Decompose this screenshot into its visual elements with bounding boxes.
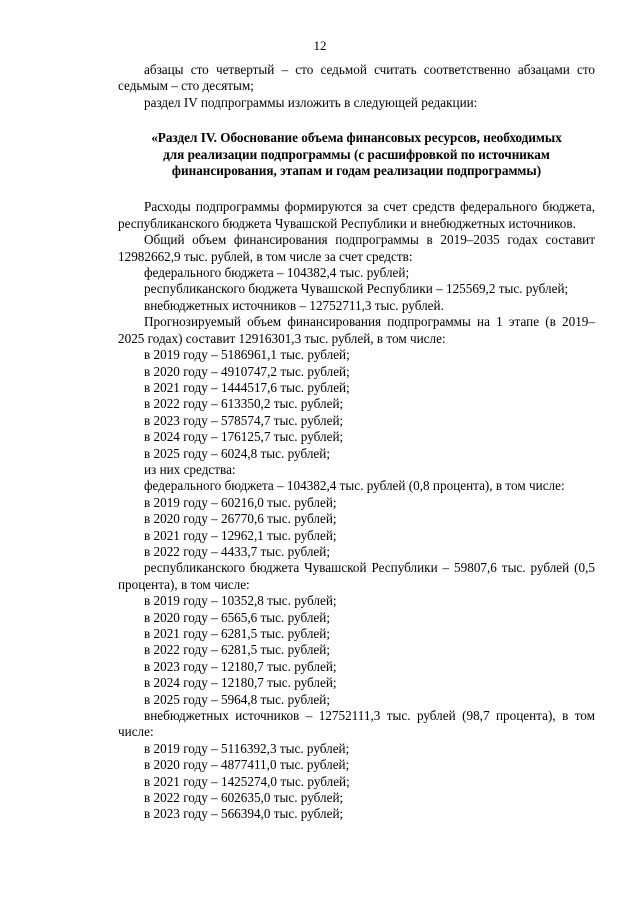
list-item: в 2023 году – 12180,7 тыс. рублей;: [144, 658, 337, 674]
source-extra: внебюджетных источников – 12752711,3 тыс. рублей.: [144, 297, 444, 313]
list-item: в 2019 году – 60216,0 тыс. рублей;: [144, 494, 337, 510]
list-item: в 2020 году – 26770,6 тыс. рублей;: [144, 511, 337, 527]
republic-intro: республиканского бюджета Чувашской Республики – 59807,6 тыс. рублей (0,5 процента), в том числе:: [118, 560, 595, 592]
list-item: в 2024 году – 176125,7 тыс. рублей;: [144, 429, 344, 445]
republic-year-list: [118, 593, 595, 708]
list-item: в 2021 году – 6281,5 тыс. рублей;: [144, 626, 330, 641]
heading-line: «Раздел IV. Обоснование объема финансовых ресурсов, необходимых: [151, 130, 562, 146]
list-item: в 2020 году – 4910747,2 тыс. рублей;: [144, 363, 350, 379]
of-them-label: из них средства:: [144, 461, 236, 477]
list-item: в 2022 году – 6281,5 тыс. рублей;: [144, 642, 330, 658]
federal-year-list: [118, 495, 595, 561]
list-item: в 2019 году – 5116392,3 тыс. рублей;: [144, 740, 350, 756]
federal-intro: федерального бюджета – 104382,4 тыс. рублей (0,8 процента), в том числе:: [144, 478, 565, 494]
list-item: в 2022 году – 613350,2 тыс. рублей;: [144, 396, 344, 412]
heading-line: для реализации подпрограммы (с расшифровкой по источникам: [163, 146, 550, 162]
list-item: в 2024 году – 12180,7 тыс. рублей;: [144, 675, 337, 691]
source-republic: республиканского бюджета Чувашской Республики – 125569,2 тыс. рублей;: [144, 281, 569, 297]
paragraph-expenses: Расходы подпрограммы формируются за счет средств федерального бюджета, республиканского бюджета Чувашской Республики и внебюджетных источников.: [118, 199, 595, 231]
document-body: [118, 62, 595, 823]
intro-paragraph: абзацы сто четвертый – сто седьмой считать соответственно абзацами сто седьмым – сто десятым;: [118, 62, 595, 94]
list-item: в 2021 году – 12962,1 тыс. рублей;: [144, 527, 337, 543]
stage1-year-list: [118, 347, 595, 462]
list-item: в 2020 году – 6565,6 тыс. рублей;: [144, 609, 330, 625]
list-item: в 2019 году – 5186961,1 тыс. рублей;: [144, 347, 350, 363]
intro-paragraph: раздел IV подпрограммы изложить в следующей редакции:: [144, 94, 478, 110]
list-item: в 2022 году – 602635,0 тыс. рублей;: [144, 790, 344, 806]
paragraph-total: Общий объем финансирования подпрограммы в 2019–2035 годах составит 12982662,9 тыс. рублей, в том числе за счет средств:: [118, 232, 595, 264]
list-item: в 2023 году – 578574,7 тыс. рублей;: [144, 412, 344, 428]
list-item: в 2020 году – 4877411,0 тыс. рублей;: [144, 757, 350, 773]
extra-year-list: [118, 741, 595, 823]
list-item: в 2025 году – 6024,8 тыс. рублей;: [144, 445, 330, 461]
list-item: в 2019 году – 10352,8 тыс. рублей;: [144, 593, 337, 609]
list-item: в 2022 году – 4433,7 тыс. рублей;: [144, 543, 330, 559]
source-federal: федерального бюджета – 104382,4 тыс. рублей;: [144, 265, 410, 281]
heading-line: финансирования, этапам и годам реализации подпрограммы): [171, 163, 542, 179]
list-item: в 2023 году – 566394,0 тыс. рублей;: [144, 806, 344, 822]
section-heading: [118, 130, 595, 179]
extra-intro: внебюджетных источников – 12752111,3 тыс. рублей (98,7 процента), в том числе:: [118, 708, 595, 740]
list-item: в 2021 году – 1425274,0 тыс. рублей;: [144, 773, 350, 789]
list-item: в 2021 году – 1444517,6 тыс. рублей;: [144, 379, 350, 395]
list-item: в 2025 году – 5964,8 тыс. рублей;: [144, 691, 330, 707]
paragraph-stage1: Прогнозируемый объем финансирования подпрограммы на 1 этапе (в 2019–2025 годах) составит 12916301,3 тыс. рублей, в том числе:: [118, 314, 595, 346]
page-number: 12: [313, 38, 327, 53]
